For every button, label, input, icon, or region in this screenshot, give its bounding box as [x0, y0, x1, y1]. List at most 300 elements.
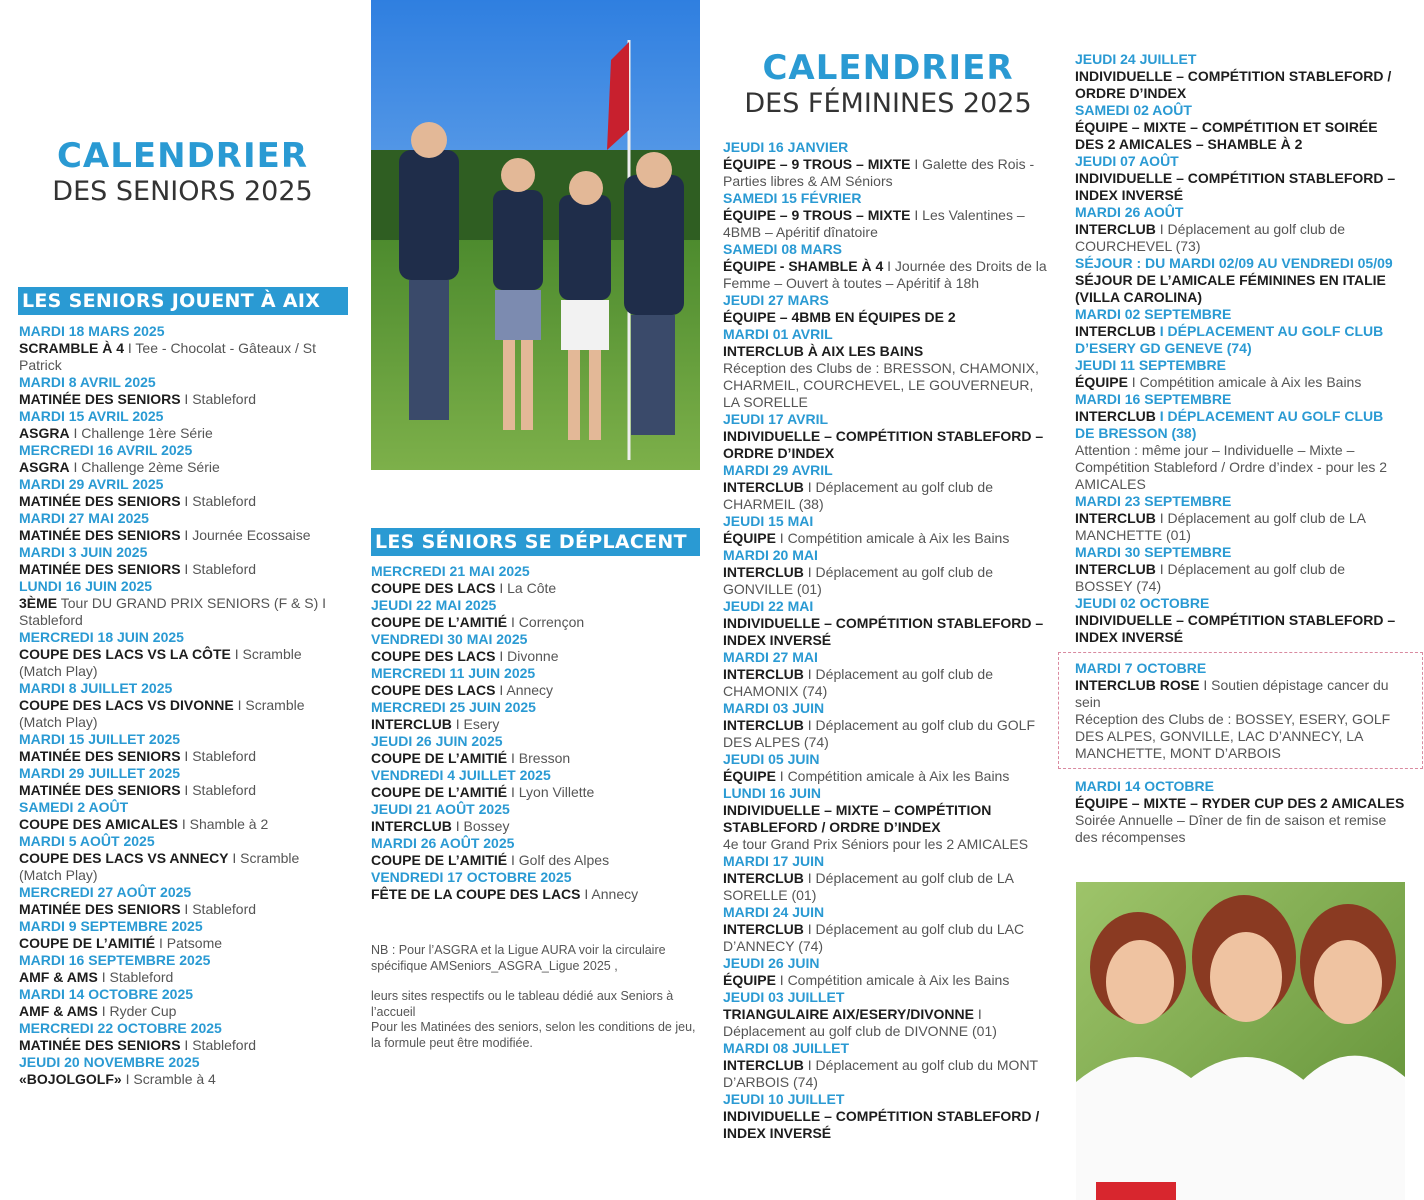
event-item — [1075, 51, 1405, 102]
event-detail: I Déplacement au golf club du GOLF DES ALPES (74) — [723, 717, 1036, 750]
event-title: ÉQUIPE — [1075, 374, 1128, 390]
event-date: LUNDI 16 JUIN 2025 — [19, 578, 153, 594]
event-detail: I Galette des Rois - Parties libres & AM Séniors — [723, 156, 1035, 189]
event-line — [723, 156, 1053, 190]
event-line — [723, 479, 1053, 513]
event-extra: Soirée Annuelle – Dîner de fin de saison et remise des récompenses — [1075, 812, 1387, 845]
event-line — [723, 666, 1053, 700]
event-title: COUPE DES LACS VS LA CÔTE — [19, 646, 231, 662]
event-line — [371, 784, 701, 801]
event-detail: I Scramble (Match Play) — [19, 697, 305, 730]
event-item — [723, 751, 1053, 785]
event-detail: I Déplacement au golf club de COURCHEVEL (73) — [1075, 221, 1346, 254]
event-item — [1075, 306, 1405, 357]
event-line — [19, 340, 344, 374]
event-title: INTERCLUB — [1075, 510, 1156, 526]
event-item — [371, 597, 701, 631]
event-date: JEUDI 15 MAI — [723, 513, 814, 529]
event-title: AMF & AMS — [19, 1003, 98, 1019]
event-detail: I Annecy — [495, 682, 554, 698]
event-extra: 4e tour Grand Prix Séniors pour les 2 AMICALES — [723, 836, 1029, 852]
event-title: COUPE DE L’AMITIÉ — [371, 784, 508, 800]
event-line — [723, 870, 1053, 904]
event-date: MARDI 15 AVRIL 2025 — [19, 408, 164, 424]
event-line — [1075, 795, 1405, 812]
event-detail: I Stableford — [180, 901, 257, 917]
event-detail: I Tee - Chocolat - Gâteaux / St Patrick — [19, 340, 316, 373]
event-item — [19, 476, 344, 510]
event-title: COUPE DES LACS — [371, 580, 496, 596]
event-date: MARDI 29 AVRIL 2025 — [19, 476, 164, 492]
event-date: MARDI 5 AOÛT 2025 — [19, 833, 155, 849]
note-line-1: NB : Pour l’ASGRA et la Ligue AURA voir la circulaire spécifique AMSeniors_ASGRA_Ligue 2025 , — [371, 943, 666, 973]
event-title: INDIVIDUELLE – COMPÉTITION STABLEFORD – INDEX INVERSÉ — [1075, 170, 1396, 203]
event-date: MARDI 15 JUILLET 2025 — [19, 731, 181, 747]
event-detail: I Stableford — [97, 969, 174, 985]
note-line-3: Pour les Matinées des seniors, selon les conditions de jeu, la formule peut être modifiée. — [371, 1020, 696, 1050]
event-date: MARDI 9 SEPTEMBRE 2025 — [19, 918, 203, 934]
event-item — [371, 767, 701, 801]
event-detail: I Déplacement au golf club de LA SORELLE (01) — [723, 870, 1014, 903]
event-item — [19, 1020, 344, 1054]
event-item — [723, 513, 1053, 547]
event-title: ASGRA — [19, 425, 70, 441]
event-date: JEUDI 22 MAI — [723, 598, 814, 614]
event-title: SCRAMBLE À 4 — [19, 340, 125, 356]
event-date: JEUDI 22 MAI 2025 — [371, 597, 497, 613]
event-date: MARDI 16 SEPTEMBRE 2025 — [19, 952, 211, 968]
event-title: ASGRA — [19, 459, 70, 475]
event-item — [19, 408, 344, 442]
event-item — [19, 323, 344, 374]
event-line — [371, 580, 701, 597]
event-detail: I Compétition amicale à Aix les Bains — [1127, 374, 1362, 390]
event-line — [1075, 119, 1405, 153]
event-title: COUPE DES LACS VS DIVONNE — [19, 697, 234, 713]
feminines-subtitle: DES FÉMININES 2025 — [744, 88, 1032, 119]
event-item — [19, 374, 344, 408]
event-date: JEUDI 16 JANVIER — [723, 139, 849, 155]
event-detail: I Annecy — [580, 886, 639, 902]
event-item — [723, 547, 1053, 598]
event-detail: I Stableford — [180, 561, 257, 577]
event-line — [19, 527, 344, 544]
feminines-col1-list — [723, 139, 1053, 1142]
event-date: MARDI 26 AOÛT 2025 — [371, 835, 515, 851]
event-date: MARDI 16 SEPTEMBRE — [1075, 391, 1232, 407]
event-item — [19, 986, 344, 1020]
event-date: JEUDI 05 JUIN — [723, 751, 820, 767]
event-title: INTERCLUB ROSE — [1075, 677, 1200, 693]
event-date: JEUDI 26 JUIN 2025 — [371, 733, 503, 749]
event-line — [19, 935, 344, 952]
event-item — [19, 765, 344, 799]
event-title: AMF & AMS — [19, 969, 98, 985]
event-item — [723, 462, 1053, 513]
event-title: INTERCLUB — [723, 479, 804, 495]
event-title: INTERCLUB — [371, 818, 452, 834]
feminines-col2-list — [1075, 51, 1405, 646]
event-line — [1075, 612, 1405, 646]
event-date: MARDI 01 AVRIL — [723, 326, 833, 342]
event-line — [19, 646, 344, 680]
event-detail: I Compétition amicale à Aix les Bains — [775, 530, 1010, 546]
event-date: MARDI 29 JUILLET 2025 — [19, 765, 181, 781]
event-line — [1075, 677, 1405, 711]
event-item — [723, 904, 1053, 955]
event-title: COUPE DES LACS VS ANNECY — [19, 850, 229, 866]
event-title: COUPE DE L’AMITIÉ — [371, 614, 508, 630]
event-detail: I Déplacement au golf club de GONVILLE (01) — [723, 564, 994, 597]
event-line — [723, 258, 1053, 292]
event-line — [19, 850, 344, 884]
event-item — [723, 853, 1053, 904]
event-title: TRIANGULAIRE AIX/ESERY/DIVONNE — [723, 1006, 974, 1022]
event-date: VENDREDI 30 MAI 2025 — [371, 631, 528, 647]
event-date: MERCREDI 18 JUIN 2025 — [19, 629, 184, 645]
event-line — [1075, 510, 1405, 544]
event-date: MERCREDI 16 AVRIL 2025 — [19, 442, 193, 458]
event-item — [723, 139, 1053, 190]
event-title: MATINÉE DES SENIORS — [19, 527, 181, 543]
event-line — [19, 425, 344, 442]
event-line — [371, 886, 701, 903]
feminines-group-photo — [1076, 882, 1405, 1200]
event-item — [723, 1091, 1053, 1142]
note-line-2: leurs sites respectifs ou le tableau dédié aux Seniors à l’accueil — [371, 989, 674, 1019]
event-title: COUPE DE L’AMITIÉ — [19, 935, 156, 951]
event-line — [19, 459, 344, 476]
event-detail: I Challenge 2ème Série — [69, 459, 220, 475]
event-title: MATINÉE DES SENIORS — [19, 391, 181, 407]
feminines-title: CALENDRIER — [762, 48, 1014, 88]
seniors-title: CALENDRIER — [56, 136, 309, 176]
event-date: VENDREDI 17 OCTOBRE 2025 — [371, 869, 572, 885]
event-detail: I Patsome — [155, 935, 223, 951]
event-line — [1075, 170, 1405, 204]
event-title: INTERCLUB À AIX LES BAINS — [723, 343, 924, 359]
event-line — [723, 1057, 1053, 1091]
event-item — [19, 442, 344, 476]
event-title: MATINÉE DES SENIORS — [19, 748, 181, 764]
event-item — [1075, 391, 1405, 493]
event-title: FÊTE DE LA COUPE DES LACS — [371, 886, 581, 902]
event-detail: Tour DU GRAND PRIX SENIORS (F & S) I Stableford — [19, 595, 327, 628]
event-title: INDIVIDUELLE – MIXTE – COMPÉTITION STABLEFORD / ORDRE D’INDEX — [723, 802, 992, 835]
event-detail: I Soutien dépistage cancer du sein — [1075, 677, 1389, 710]
event-date: JEUDI 17 AVRIL — [723, 411, 829, 427]
event-date: MARDI 27 MAI — [723, 649, 818, 665]
event-title: COUPE DES LACS — [371, 682, 496, 698]
event-title: INDIVIDUELLE – COMPÉTITION STABLEFORD / INDEX INVERSÉ — [723, 1108, 1040, 1141]
event-line — [19, 1037, 344, 1054]
seniors-away-list — [371, 563, 701, 903]
event-item — [19, 918, 344, 952]
event-date: MARDI 30 SEPTEMBRE — [1075, 544, 1232, 560]
event-item — [19, 884, 344, 918]
event-item — [723, 1040, 1053, 1091]
event-line — [371, 818, 701, 835]
event-title: COUPE DE L’AMITIÉ — [371, 750, 508, 766]
event-item — [723, 241, 1053, 292]
event-title: INTERCLUB — [723, 564, 804, 580]
event-detail: I Stableford — [180, 748, 257, 764]
event-date: MARDI 08 JUILLET — [723, 1040, 850, 1056]
event-line — [723, 972, 1053, 989]
event-title: INTERCLUB — [1075, 221, 1156, 237]
event-title: 3ÈME — [19, 595, 58, 611]
event-line — [19, 901, 344, 918]
event-title: COUPE DES LACS — [371, 648, 496, 664]
event-title: MATINÉE DES SENIORS — [19, 901, 181, 917]
event-line — [723, 309, 1053, 326]
final-event — [1075, 778, 1405, 846]
event-detail: I Lyon Villette — [507, 784, 595, 800]
event-line — [19, 595, 344, 629]
seniors-subtitle: DES SENIORS 2025 — [52, 176, 313, 207]
event-item — [723, 292, 1053, 326]
event-detail: I Esery — [451, 716, 500, 732]
event-item — [723, 598, 1053, 649]
event-title: SÉJOUR DE L’AMICALE FÉMININES EN ITALIE (VILLA CAROLINA) — [1075, 272, 1386, 305]
event-line — [723, 1108, 1053, 1142]
event-detail: I Stableford — [180, 782, 257, 798]
event-item — [19, 544, 344, 578]
event-item — [1075, 255, 1405, 306]
event-date: MARDI 3 JUIN 2025 — [19, 544, 148, 560]
event-line — [19, 697, 344, 731]
event-line — [19, 969, 344, 986]
event-detail: I Déplacement au golf club de CHAMONIX (74) — [723, 666, 994, 699]
event-title: ÉQUIPE – 9 TROUS – MIXTE — [723, 207, 911, 223]
event-item — [19, 1054, 344, 1088]
event-detail: I Déplacement au golf club de DIVONNE (01) — [723, 1006, 997, 1039]
event-line — [1075, 68, 1405, 102]
event-date: MARDI 02 SEPTEMBRE — [1075, 306, 1232, 322]
event-item — [723, 411, 1053, 462]
event-date: SAMEDI 02 AOÛT — [1075, 102, 1192, 118]
event-title: INDIVIDUELLE – COMPÉTITION STABLEFORD / ORDRE D’INDEX — [1075, 68, 1392, 101]
event-line — [723, 921, 1053, 955]
event-line — [19, 493, 344, 510]
event-date: SÉJOUR : DU MARDI 02/09 AU VENDREDI 05/09 — [1075, 255, 1393, 271]
event-line — [723, 428, 1053, 462]
event-detail: I Shamble à 2 — [177, 816, 269, 832]
event-item — [371, 801, 701, 835]
event-line — [371, 614, 701, 631]
event-item — [1075, 357, 1405, 391]
event-date: MERCREDI 21 MAI 2025 — [371, 563, 530, 579]
event-date: JEUDI 26 JUIN — [723, 955, 820, 971]
event-date: MARDI 18 MARS 2025 — [19, 323, 165, 339]
event-line — [723, 1006, 1053, 1040]
event-extra: Réception des Clubs de : BRESSON, CHAMONIX, CHARMEIL, COURCHEVEL, LE GOUVERNEUR, LA SORELLE — [723, 360, 1039, 410]
event-title: ÉQUIPE - SHAMBLE À 4 — [723, 258, 884, 274]
event-title: ÉQUIPE – MIXTE – RYDER CUP DES 2 AMICALES — [1075, 795, 1405, 811]
event-line — [723, 615, 1053, 649]
event-item — [1075, 595, 1405, 646]
event-item — [723, 700, 1053, 751]
seniors-aix-list — [19, 323, 344, 1088]
event-date: JEUDI 02 OCTOBRE — [1075, 595, 1210, 611]
event-detail: I Scramble (Match Play) — [19, 850, 300, 883]
event-title: INTERCLUB — [1075, 561, 1156, 577]
event-line — [19, 782, 344, 799]
event-item — [371, 733, 701, 767]
event-date: MERCREDI 25 JUIN 2025 — [371, 699, 536, 715]
event-date: VENDREDI 4 JUILLET 2025 — [371, 767, 551, 783]
event-item — [1075, 660, 1405, 762]
seniors-aix-banner: LES SENIORS JOUENT À AIX — [18, 287, 348, 315]
event-item — [371, 563, 701, 597]
event-detail: I Journée Ecossaise — [180, 527, 311, 543]
event-detail: I Challenge 1ère Série — [69, 425, 213, 441]
event-item — [19, 680, 344, 731]
event-line — [1075, 323, 1405, 357]
event-item — [1075, 778, 1405, 846]
event-line — [1075, 272, 1405, 306]
event-detail: I DÉPLACEMENT AU GOLF CLUB DE BRESSON (38) — [1075, 408, 1384, 441]
event-line — [19, 391, 344, 408]
event-line — [19, 748, 344, 765]
event-title: MATINÉE DES SENIORS — [19, 493, 181, 509]
event-title: COUPE DES AMICALES — [19, 816, 178, 832]
event-title: INTERCLUB — [723, 717, 804, 733]
event-title: COUPE DE L’AMITIÉ — [371, 852, 508, 868]
event-date: MARDI 24 JUIN — [723, 904, 825, 920]
event-item — [371, 665, 701, 699]
event-item — [19, 629, 344, 680]
event-line — [19, 1071, 344, 1088]
event-detail: I Journée des Droits de la Femme – Ouvert à toutes – Apéritif à 18h — [723, 258, 1047, 291]
event-detail: I Stableford — [180, 1037, 257, 1053]
event-title: INTERCLUB — [371, 716, 452, 732]
event-detail: I Scramble à 4 — [121, 1071, 216, 1087]
event-date: MARDI 14 OCTOBRE 2025 — [19, 986, 194, 1002]
event-line — [19, 561, 344, 578]
event-detail: I Scramble (Match Play) — [19, 646, 302, 679]
event-date: SAMEDI 2 AOÛT — [19, 799, 129, 815]
event-title: ÉQUIPE — [723, 972, 776, 988]
event-title: MATINÉE DES SENIORS — [19, 1037, 181, 1053]
event-item — [19, 510, 344, 544]
event-item — [19, 731, 344, 765]
event-line — [723, 530, 1053, 547]
event-detail: I Bresson — [507, 750, 571, 766]
event-date: MARDI 14 OCTOBRE — [1075, 778, 1214, 794]
event-title: INTERCLUB — [723, 1057, 804, 1073]
event-line — [371, 648, 701, 665]
event-line — [19, 816, 344, 833]
event-detail: I Bossey — [451, 818, 510, 834]
event-item — [1075, 204, 1405, 255]
event-item — [1075, 102, 1405, 153]
event-date: SAMEDI 15 FÉVRIER — [723, 190, 862, 206]
event-date: JEUDI 21 AOÛT 2025 — [371, 801, 510, 817]
event-title: ÉQUIPE – MIXTE – COMPÉTITION ET SOIRÉE DES 2 AMICALES – SHAMBLE À 2 — [1075, 119, 1378, 152]
event-date: JEUDI 24 JUILLET — [1075, 51, 1197, 67]
event-title: INTERCLUB — [1075, 408, 1156, 424]
event-extra: Réception des Clubs de : BOSSEY, ESERY, GOLF DES ALPES, GONVILLE, LAC D’ANNECY, LA MANCHETTE, MONT D’ARBOIS — [1075, 711, 1391, 761]
event-title: INTERCLUB — [1075, 323, 1156, 339]
event-item — [723, 649, 1053, 700]
event-line — [723, 717, 1053, 751]
seniors-group-photo — [371, 0, 700, 470]
event-detail: I Ryder Cup — [97, 1003, 177, 1019]
event-date: MARDI 20 MAI — [723, 547, 818, 563]
event-date: JEUDI 27 MARS — [723, 292, 829, 308]
event-title: ÉQUIPE – 4BMB EN ÉQUIPES DE 2 — [723, 309, 956, 325]
seniors-away-banner: LES SÉNIORS SE DÉPLACENT — [371, 528, 700, 556]
event-date: MARDI 23 SEPTEMBRE — [1075, 493, 1232, 509]
event-detail: I Les Valentines – 4BMB – Apéritif dînatoire — [723, 207, 1025, 240]
event-item — [371, 869, 701, 903]
event-item — [1075, 493, 1405, 544]
event-date: MARDI 26 AOÛT — [1075, 204, 1184, 220]
event-item — [723, 785, 1053, 853]
event-item — [1075, 544, 1405, 595]
event-line — [19, 1003, 344, 1020]
event-extra: Attention : même jour – Individuelle – Mixte – Compétition Stableford / Ordre d’index - pour les 2 AMICALES — [1075, 442, 1388, 492]
event-date: JEUDI 07 AOÛT — [1075, 153, 1179, 169]
event-date: MERCREDI 11 JUIN 2025 — [371, 665, 536, 681]
event-detail: I Stableford — [180, 391, 257, 407]
event-item — [19, 578, 344, 629]
event-line — [371, 682, 701, 699]
event-date: MERCREDI 22 OCTOBRE 2025 — [19, 1020, 222, 1036]
event-line — [723, 207, 1053, 241]
event-item — [723, 989, 1053, 1040]
event-date: MERCREDI 27 AOÛT 2025 — [19, 884, 192, 900]
event-title: INTERCLUB — [723, 870, 804, 886]
event-date: MARDI 03 JUIN — [723, 700, 825, 716]
event-line — [1075, 374, 1405, 391]
event-title: ÉQUIPE — [723, 530, 776, 546]
event-line — [723, 564, 1053, 598]
event-item — [19, 799, 344, 833]
event-item — [723, 326, 1053, 411]
event-title: INDIVIDUELLE – COMPÉTITION STABLEFORD – ORDRE D’INDEX — [723, 428, 1044, 461]
event-detail: I Stableford — [180, 493, 257, 509]
event-line — [723, 802, 1053, 836]
event-line — [1075, 221, 1405, 255]
event-line — [723, 343, 1053, 360]
event-title: ÉQUIPE – 9 TROUS – MIXTE — [723, 156, 911, 172]
event-line — [1075, 408, 1405, 442]
event-date: LUNDI 16 JUIN — [723, 785, 822, 801]
event-date: MARDI 17 JUIN — [723, 853, 825, 869]
event-detail: I Déplacement au golf club du MONT D’ARBOIS (74) — [723, 1057, 1038, 1090]
event-date: MARDI 8 JUILLET 2025 — [19, 680, 173, 696]
event-date: JEUDI 11 SEPTEMBRE — [1075, 357, 1226, 373]
event-line — [371, 852, 701, 869]
event-item — [371, 699, 701, 733]
event-item — [371, 631, 701, 665]
event-detail: I Compétition amicale à Aix les Bains — [775, 768, 1010, 784]
seniors-note — [371, 943, 701, 1051]
event-title: INTERCLUB — [723, 666, 804, 682]
event-date: JEUDI 10 JUILLET — [723, 1091, 845, 1107]
event-line — [371, 750, 701, 767]
event-item — [723, 955, 1053, 989]
event-date: MARDI 27 MAI 2025 — [19, 510, 149, 526]
interclub-rose-event — [1075, 660, 1405, 762]
event-title: «BOJOLGOLF» — [19, 1071, 122, 1087]
event-item — [19, 952, 344, 986]
event-title: MATINÉE DES SENIORS — [19, 782, 181, 798]
event-detail: I Golf des Alpes — [507, 852, 610, 868]
event-date: SAMEDI 08 MARS — [723, 241, 843, 257]
